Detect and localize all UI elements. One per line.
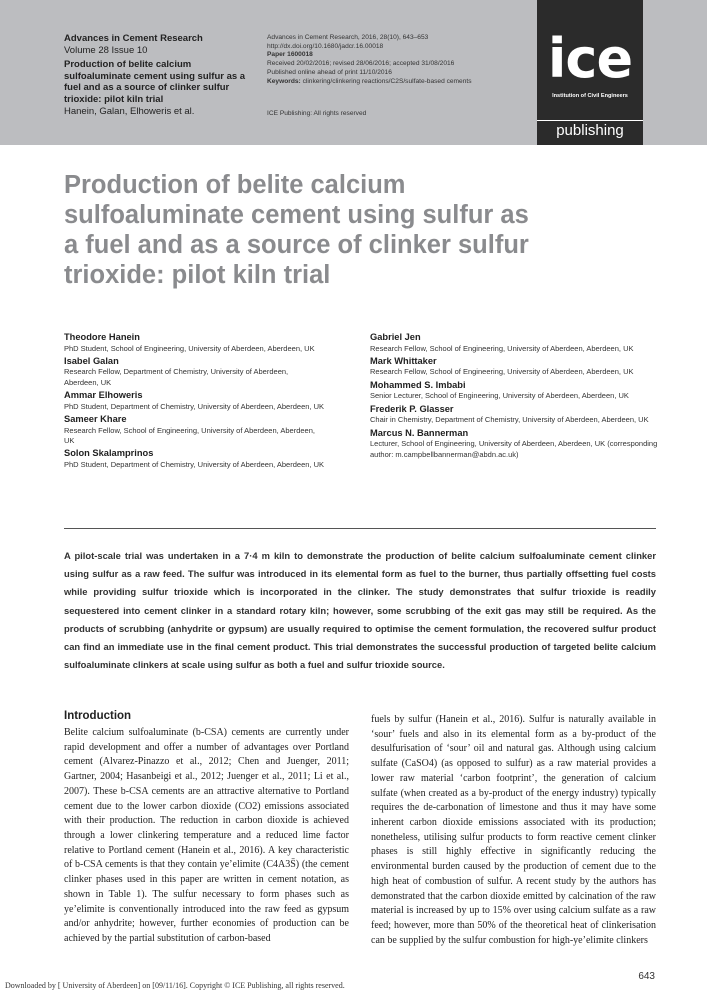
page-number: 643: [638, 971, 655, 982]
article-title: Production of belite calcium sulfoaluminate cement using sulfur as a fuel and as a source of clinker sulfur trioxide: pilot kiln trial: [64, 171, 529, 289]
author-affiliation: Chair in Chemistry, Department of Chemistry, University of Aberdeen, Aberdeen, UK: [370, 415, 649, 425]
introduction-heading: Introduction: [64, 710, 132, 722]
author-entry: [64, 390, 324, 412]
author-name: Solon Skalamprinos: [64, 448, 154, 459]
abstract: A pilot-scale trial was undertaken in a 7·4 m kiln to demonstrate the production of belite calcium sulfoaluminate cement clinker using sulfur as a raw feed. The sulfur was introduced in its elemental form as fuel to the burner, thus partially offsetting fuel costs while providing sulfur trioxide which is incorporated in the clinker. The study demonstrates that sulfur trioxide is readily sequestered into cement clinker in a standard rotary kiln; however, some scrubbing of the exit gas may still be required. As the products of scrubbing (anhydrite or gypsum) are usually required to optimise the cement formulation, the recovered sulfur product can find an immediate use in the final cement product. This trial demonstrates the successful production of targeted belite calcium sulfoaluminate clinkers at scale using sulfur as both a fuel and sulfur trioxide source.: [64, 550, 656, 671]
author-entry: [64, 332, 324, 354]
author-affiliation: PhD Student, Department of Chemistry, University of Aberdeen, Aberdeen, UK: [64, 459, 324, 469]
author-name: Ammar Elhoweris: [64, 390, 143, 401]
author-entry: [64, 414, 324, 446]
section-divider: [64, 528, 656, 529]
author-entry: [370, 332, 660, 354]
keywords-label: Keywords:: [267, 77, 301, 85]
logo-publishing-text: publishing: [556, 122, 624, 139]
author-entry: [370, 428, 660, 460]
author-affiliation: PhD Student, Department of Chemistry, University of Aberdeen, Aberdeen, UK: [64, 401, 324, 411]
intro-column-right: fuels by sulfur (Hanein et al., 2016). Sulfur is naturally available in ‘sour’ fuels and also in its elemental form as a by-product of the desulfurisation of ‘sour’ oil and natural gas. Although using calcium sulfate (CaSO4) (as opposed to sulfur) as a raw material provides a lower raw material ‘carbon footprint’, the generation of calcium sulfate (when created as a by-product of the energy industry) typically requires the de-carbonation of limestone and thus it may have some inherent carbon dioxide emissions associated with its production; nonetheless, utilising sulfur products to form reactive cement clinker phases is still highly effective in significantly reducing the environmental burden caused by the production of cement due to the high heat of combustion of sulfur. A recent study by the authors has demonstrated that the carbon dioxide emitted by calcination of the raw material is increased by up to 15% over using calcium sulfate as a raw feed; however, more than 50% of the theoretical heat of clinkerisation can be supplied by the sulfur combustion for high-ye’elimite clinkers: [371, 714, 656, 946]
author-entry: [64, 448, 324, 470]
journal-name: Advances in Cement Research: [64, 33, 203, 44]
author-name: Mohammed S. Imbabi: [370, 379, 466, 390]
doi-link[interactable]: http://dx.doi.org/10.1680/jadcr.16.00018: [267, 42, 384, 50]
author-name: Marcus N. Bannerman: [370, 427, 469, 438]
keywords-line: [267, 78, 492, 87]
author-list-left: [64, 332, 324, 472]
author-affiliation: PhD Student, School of Engineering, University of Aberdeen, Aberdeen, UK: [64, 343, 315, 353]
author-name: Gabriel Jen: [370, 332, 421, 342]
logo-ice-text: ice: [547, 27, 633, 90]
rights-notice: ICE Publishing: All rights reserved: [267, 110, 367, 118]
author-name: Frederik P. Glasser: [370, 403, 454, 414]
keywords: clinkering/clinkering reactions/C2S/sulfate-based cements: [302, 77, 472, 85]
author-name: Isabel Galan: [64, 355, 119, 366]
author-name: Mark Whittaker: [370, 355, 437, 366]
paper-number: Paper 1600018: [267, 51, 313, 59]
author-entry: [370, 380, 660, 402]
ice-publishing-logo: [537, 0, 643, 145]
author-name: Theodore Hanein: [64, 332, 140, 342]
author-entry: [64, 356, 324, 388]
received-dates: Received 20/02/2016; revised 28/06/2016; accepted 31/08/2016: [267, 60, 455, 68]
author-list-right: [370, 332, 660, 462]
author-affiliation: Research Fellow, School of Engineering, University of Aberdeen, Aberdeen, UK: [370, 367, 634, 377]
logo-institution-text: Institution of Civil Engineers: [552, 93, 628, 99]
volume-issue: Volume 28 Issue 10: [64, 44, 148, 56]
author-entry: [370, 356, 660, 378]
author-affiliation: Research Fellow, School of Engineering, University of Aberdeen, Aberdeen, UK: [64, 425, 315, 445]
header-short-title: Production of belite calcium sulfoaluminate cement using sulfur as a fuel and as a source of clinker sulfur trioxide: pilot kiln trial: [64, 59, 246, 105]
citation-line: Advances in Cement Research, 2016, 28(10), 643–653: [267, 34, 429, 41]
journal-header-band: [0, 0, 707, 145]
author-affiliation: Lecturer, School of Engineering, University of Aberdeen, Aberdeen, UK (corresponding author: m.campbellbannerman@abdn.ac.uk): [370, 439, 658, 459]
author-affiliation: Research Fellow, School of Engineering, University of Aberdeen, Aberdeen, UK: [370, 343, 634, 353]
intro-column-left: Belite calcium sulfoaluminate (b-CSA) cements are currently under rapid development and offer a number of advantages over Portland cement (Alvarez-Pinazzo et al., 2012; Chen and Juenger, 2011; Gartner, 2004; Hasanbeigi et al., 2012; Juenger et al., 2011; Li et al., 2007). These b-CSA cements are an attractive alternative to Portland cement due to the lower carbon dioxide (CO2) emissions associated with their production. The reduction in carbon dioxide is achieved through a lower clinkering temperature and a reduced lime factor relative to Portland cement (Hanein et al., 2016). A key characteristic of b-CSA cements is that they contain ye’elimite (C4A3S̄) (the cement clinker phases used in this paper are written in cement notation, as shown in Table 1). The sulfur necessary to form phases such as ye’elimite is conventionally introduced into the raw feed as gypsum and/or anhydrite; however, further economies of production can be achieved by the partial substitution of carbon-based: [64, 727, 349, 945]
header-authors: Hanein, Galan, Elhoweris et al.: [64, 105, 195, 117]
author-affiliation: Research Fellow, Department of Chemistry, University of Aberdeen, Aberdeen, UK: [64, 367, 289, 387]
published-date: Published online ahead of print 11/10/2016: [267, 68, 392, 76]
header-publication-info: [267, 34, 492, 119]
header-citation-block: [64, 33, 249, 117]
download-footer: Downloaded by [ University of Aberdeen] on [09/11/16]. Copyright © ICE Publishing, all rights reserved.: [5, 981, 345, 990]
author-name: Sameer Khare: [64, 414, 127, 425]
author-affiliation: Senior Lecturer, School of Engineering, University of Aberdeen, Aberdeen, UK: [370, 391, 629, 401]
author-entry: [370, 404, 660, 426]
